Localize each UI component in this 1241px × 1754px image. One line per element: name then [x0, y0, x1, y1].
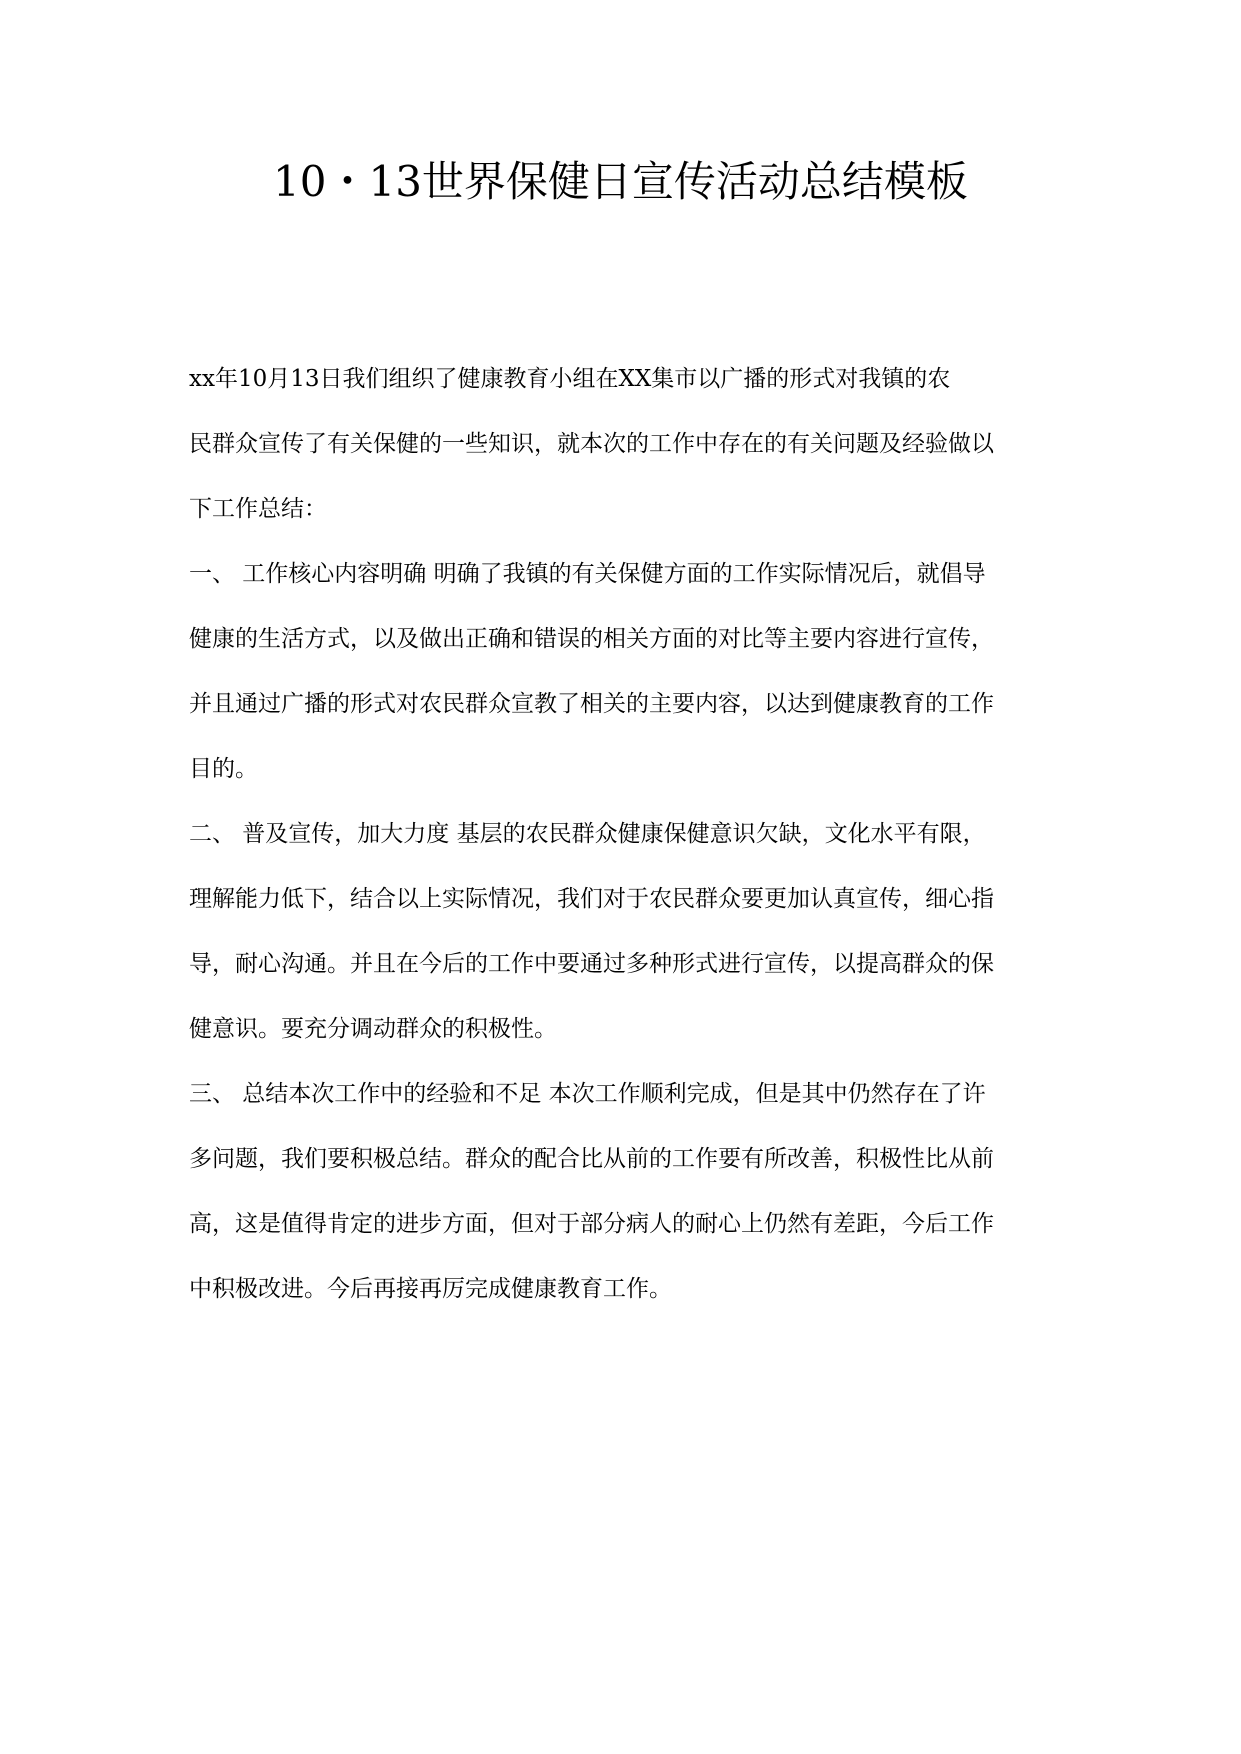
- body-line: 高，这是值得肯定的进步方面，但对于部分病人的耐心上仍然有差距，今后工作: [189, 1211, 994, 1237]
- body-line: 一、 工作核心内容明确 明确了我镇的有关保健方面的工作实际情况后，就倡导: [189, 561, 986, 587]
- body-line: 二、 普及宣传，加大力度 基层的农民群众健康保健意识欠缺，文化水平有限，: [189, 821, 986, 847]
- document-title: 10・13世界保健日宣传活动总结模板: [273, 157, 968, 206]
- body-line: 健康的生活方式，以及做出正确和错误的相关方面的对比等主要内容进行宣传，: [189, 626, 994, 652]
- body-line: 下工作总结：: [189, 496, 327, 522]
- body-line: 导，耐心沟通。并且在今后的工作中要通过多种形式进行宣传，以提高群众的保: [189, 951, 994, 977]
- body-line: 中积极改进。今后再接再厉完成健康教育工作。: [189, 1276, 672, 1302]
- body-line: 目的。: [189, 756, 258, 782]
- body-line: 三、 总结本次工作中的经验和不足 本次工作顺利完成，但是其中仍然存在了许: [189, 1081, 986, 1107]
- body-line: 健意识。要充分调动群众的积极性。: [189, 1016, 557, 1042]
- body-line: 理解能力低下，结合以上实际情况，我们对于农民群众要更加认真宣传，细心指: [189, 886, 994, 912]
- body-line: 并且通过广播的形式对农民群众宣教了相关的主要内容，以达到健康教育的工作: [189, 691, 994, 717]
- body-line: xx年10月13日我们组织了健康教育小组在XX集市以广播的形式对我镇的农: [189, 366, 951, 392]
- body-line: 民群众宣传了有关保健的一些知识，就本次的工作中存在的有关问题及经验做以: [189, 431, 994, 457]
- body-line: 多问题，我们要积极总结。群众的配合比从前的工作要有所改善，积极性比从前: [189, 1146, 994, 1172]
